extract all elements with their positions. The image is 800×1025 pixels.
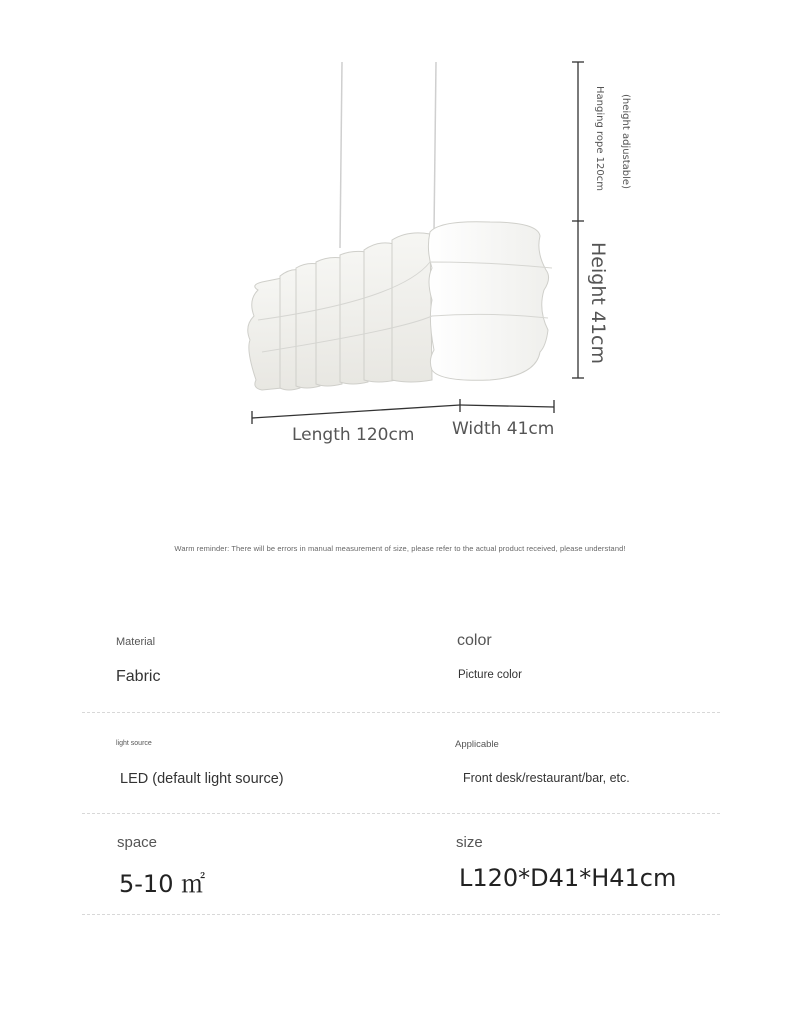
color-label: color [457, 632, 492, 649]
spec-cell-space [82, 814, 412, 914]
applicable-value: Front desk/restaurant/bar, etc. [463, 771, 630, 785]
size-label: size [456, 834, 483, 851]
spec-row [82, 713, 720, 814]
length-dimension-line [252, 399, 460, 424]
light-source-label: light source [116, 740, 152, 747]
spec-cell-color [454, 612, 720, 712]
light-source-value: LED (default light source) [120, 771, 284, 787]
space-value: 5-10 ㎡ [119, 870, 206, 898]
spec-row [82, 612, 720, 713]
spec-cell-size [454, 814, 720, 914]
space-label: space [117, 834, 158, 851]
color-value: Picture color [458, 669, 522, 681]
hanging-rope-left [340, 62, 342, 248]
lamp-shade [248, 222, 552, 390]
height-dimension-line [572, 62, 584, 378]
applicable-label: Applicable [455, 739, 499, 750]
material-label: Material [116, 636, 156, 648]
warm-reminder-text: Warm reminder: There will be errors in manual measurement of size, please refer to the actual product received, please understand! [174, 544, 626, 553]
width-label: Width 41cm [452, 419, 555, 439]
width-dimension-line [460, 400, 554, 413]
size-value: L120*D41*H41cm [459, 864, 677, 892]
rope-adjustable-note: (height adjustable) [620, 94, 631, 189]
spec-cell-light-source [82, 713, 412, 813]
spec-cell-applicable [454, 713, 720, 813]
material-value: Fabric [116, 668, 161, 685]
spec-cell-material [82, 612, 412, 712]
height-label: Height 41cm [587, 242, 609, 364]
spec-row [82, 814, 720, 915]
pendant-lamp-product-image [0, 0, 800, 470]
length-label: Length 120cm [292, 425, 415, 445]
hanging-rope-right [434, 62, 436, 232]
spec-table [82, 612, 720, 915]
rope-length-label: Hanging rope 120cm [594, 86, 605, 191]
